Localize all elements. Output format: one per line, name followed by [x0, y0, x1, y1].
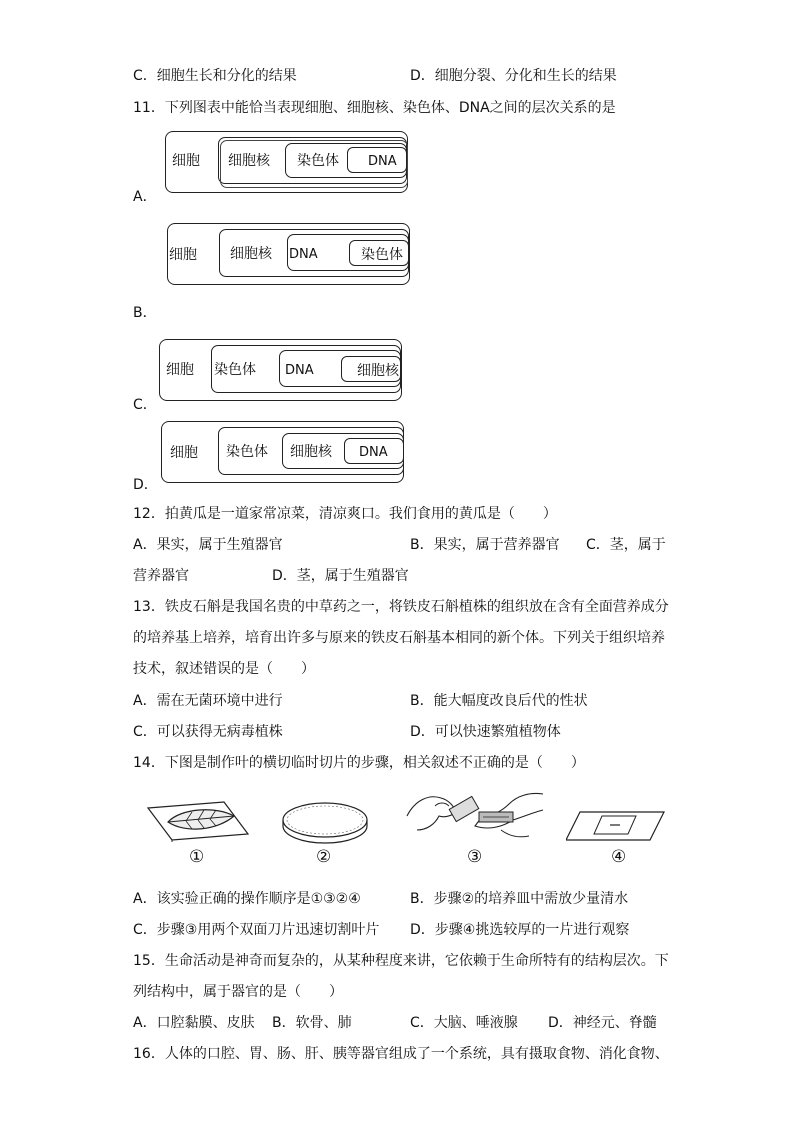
option-d: D．细胞分裂、分化和生长的结果: [410, 68, 617, 84]
question-13-stem-line2: 的培养基上培养，培育出许多与原来的铁皮石斛基本相同的新个体。下列关于组织培养: [133, 630, 665, 646]
label-dna: DNA: [285, 363, 314, 378]
option-d: D．神经元、脊髓: [548, 1015, 657, 1031]
option-c: C．茎，属于: [586, 537, 666, 553]
option-b: B．步骤②的培养皿中需放少量清水: [410, 891, 629, 907]
label-cell: 细胞: [172, 153, 200, 169]
option-d: D．步骤④挑选较厚的一片进行观察: [410, 922, 630, 938]
option-c: C．步骤③用两个双面刀片迅速切割叶片: [133, 922, 380, 938]
label-chromosome: 染色体: [214, 362, 256, 378]
label-chromosome: 染色体: [297, 153, 339, 169]
petri-dish-figure: [280, 800, 370, 844]
option-a: A．该实验正确的操作顺序是①③②④: [133, 891, 361, 907]
leaf-on-board-figure: [146, 800, 250, 842]
option-b-letter: B．: [133, 305, 157, 321]
question-16-stem-line1: 16．人体的口腔、胃、肠、肝、胰等器官组成了一个系统，具有摄取食物、消化食物、: [133, 1046, 669, 1062]
step-4-label: ④: [611, 847, 627, 867]
label-dna: DNA: [289, 247, 318, 262]
question-12-stem: 12．拍黄瓜是一道家常凉菜，清凉爽口。我们食用的黄瓜是（ ）: [133, 506, 557, 522]
option-d: D．可以快速繁殖植物体: [410, 724, 561, 740]
option-c-letter: C．: [133, 397, 157, 413]
option-b: B．果实，属于营养器官: [410, 537, 560, 553]
label-chromosome: 染色体: [361, 247, 403, 263]
question-14-stem: 14．下图是制作叶的横切临时切片的步骤，相关叙述不正确的是（ ）: [133, 755, 585, 771]
label-nucleus: 细胞核: [228, 153, 270, 169]
label-cell: 细胞: [169, 247, 197, 263]
step-2-label: ②: [316, 847, 332, 867]
option-b: B．能大幅度改良后代的性状: [410, 693, 588, 709]
label-nucleus: 细胞核: [230, 246, 272, 262]
label-cell: 细胞: [170, 445, 198, 461]
question-15-stem-line2: 列结构中，属于器官的是（ ）: [133, 984, 343, 1000]
option-c: C．可以获得无病毒植株: [133, 724, 283, 740]
label-chromosome: 染色体: [226, 444, 268, 460]
label-nucleus: 细胞核: [290, 444, 332, 460]
slide-coverslip-figure: [566, 810, 666, 844]
option-d-letter: D．: [133, 477, 158, 493]
option-c: C．细胞生长和分化的结果: [133, 68, 297, 84]
option-c: C．大脑、唾液腺: [410, 1015, 518, 1031]
option-a: A．需在无菌环境中进行: [133, 693, 283, 709]
hands-cutting-figure: [405, 786, 545, 846]
option-a: A．口腔黏膜、皮肤: [133, 1015, 255, 1031]
option-c-continued: 营养器官: [133, 568, 189, 584]
label-dna: DNA: [359, 445, 388, 460]
question-15-stem-line1: 15．生命活动是神奇而复杂的，从某种程度来讲，它依赖于生命所特有的结构层次。下: [133, 953, 669, 969]
label-nucleus: 细胞核: [357, 363, 399, 379]
label-cell: 细胞: [166, 362, 194, 378]
question-13-stem-line3: 技术，叙述错误的是（ ）: [133, 661, 315, 677]
option-a-letter: A．: [133, 189, 157, 205]
question-11-stem: 11．下列图表中能恰当表现细胞、细胞核、染色体、DNA之间的层次关系的是: [133, 100, 616, 116]
question-13-stem-line1: 13．铁皮石斛是我国名贵的中草药之一，将铁皮石斛植株的组织放在含有全面营养成分: [133, 599, 669, 615]
label-dna: DNA: [368, 154, 397, 169]
step-1-label: ①: [189, 847, 205, 867]
option-a: A．果实，属于生殖器官: [133, 537, 283, 553]
option-b: B．软骨、肺: [272, 1015, 352, 1031]
option-d: D．茎，属于生殖器官: [272, 568, 409, 584]
step-3-label: ③: [467, 847, 483, 867]
